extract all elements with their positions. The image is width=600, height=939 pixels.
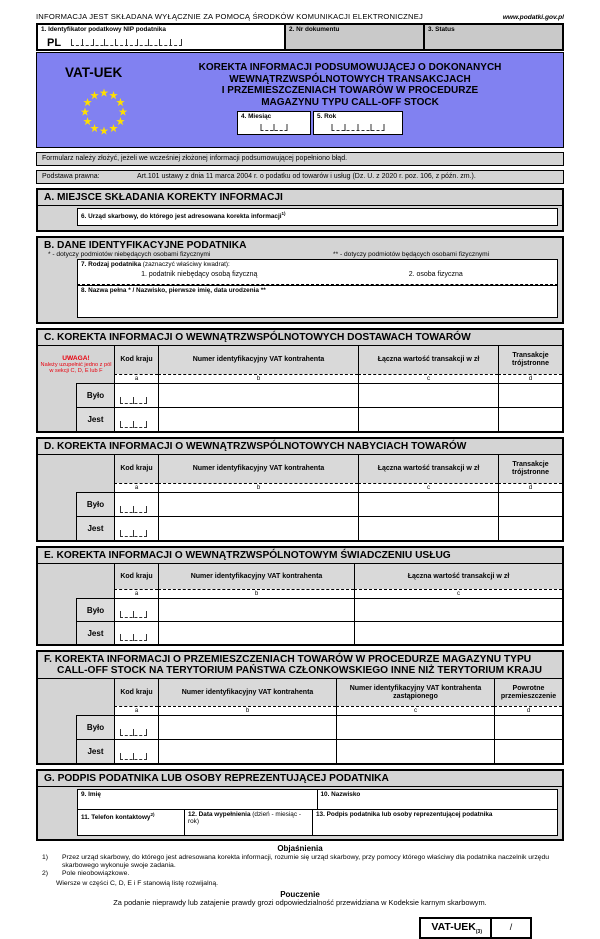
spacer bbox=[38, 516, 76, 540]
col-vat-header: Numer identyfikacyjny VAT kontrahenta bbox=[158, 564, 354, 589]
note-nonphysical: * - dotyczy podmiotów niebędących osobami fizycznymi bbox=[48, 251, 211, 258]
d-is-triangular-input[interactable] bbox=[498, 516, 562, 540]
d-was-value-input[interactable] bbox=[358, 492, 498, 516]
signature-label: 13. Podpis podatnika lub osoby reprezentującej podatnika bbox=[316, 811, 493, 818]
top-line bbox=[36, 12, 564, 21]
col-letter: a bbox=[114, 589, 158, 598]
spacer bbox=[38, 598, 76, 621]
f-was-vat-input[interactable] bbox=[158, 715, 336, 739]
country-comb[interactable] bbox=[120, 753, 147, 760]
section-b-title: B. DANE IDENTYFIKACYJNE PODATNIKA bbox=[38, 238, 562, 251]
section-a-title: A. MIEJSCE SKŁADANIA KOREKTY INFORMACJI bbox=[38, 190, 562, 206]
col-vat-header: Numer identyfikacyjny VAT kontrahenta bbox=[158, 679, 336, 706]
spacer bbox=[38, 492, 76, 516]
e-is-vat-input[interactable] bbox=[158, 621, 354, 644]
section-f-table bbox=[38, 679, 562, 763]
col-vat-header: Numer identyfikacyjny VAT kontrahenta bbox=[158, 455, 358, 483]
country-comb[interactable] bbox=[120, 397, 147, 404]
row-is-label: Jest bbox=[76, 407, 114, 431]
col-letter: d bbox=[498, 374, 562, 383]
website-url: www.podatki.gov.pl bbox=[502, 14, 564, 21]
form-title-line: WEWNĄTRZWSPÓLNOTOWYCH TRANSAKCJACH bbox=[229, 73, 471, 85]
fill-date-label: 12. Data wypełnienia (dzień - miesiąc - rok) bbox=[188, 811, 301, 825]
form-title-line: I PRZEMIESZCZENIACH TOWARÓW W PROCEDURZE bbox=[221, 85, 479, 96]
note-physical: ** - dotyczy podmiotów będących osobami fizycznymi bbox=[333, 251, 490, 258]
year-field[interactable] bbox=[313, 111, 403, 135]
e-is-value-input[interactable] bbox=[354, 621, 562, 644]
d-is-vat-input[interactable] bbox=[158, 516, 358, 540]
c-is-value-input[interactable] bbox=[358, 407, 498, 431]
section-b-notes bbox=[38, 251, 562, 259]
nip-prefix: PL bbox=[47, 37, 62, 49]
warning-note bbox=[38, 346, 114, 383]
col-country-header: Kod kraju bbox=[114, 679, 158, 706]
col-value-header: Łączna wartość transakcji w zł bbox=[354, 564, 562, 589]
section-c bbox=[36, 328, 564, 433]
col-letter: c bbox=[358, 483, 498, 492]
country-comb[interactable] bbox=[120, 530, 147, 537]
signature-field[interactable] bbox=[312, 809, 558, 836]
col-letter: b bbox=[158, 483, 358, 492]
section-a bbox=[36, 188, 564, 232]
country-comb[interactable] bbox=[120, 634, 147, 641]
section-b-body bbox=[38, 259, 562, 322]
month-comb-input[interactable] bbox=[261, 124, 288, 131]
f-is-vat-replaced-input[interactable] bbox=[336, 739, 494, 763]
col-letter: c bbox=[358, 374, 498, 383]
c-is-vat-input[interactable] bbox=[158, 407, 358, 431]
col-letter: c bbox=[336, 706, 494, 715]
month-label: 4. Miesiąc bbox=[241, 113, 272, 120]
e-was-country-input[interactable] bbox=[114, 598, 158, 621]
spacer bbox=[38, 383, 76, 407]
electronic-filing-note: INFORMACJA JEST SKŁADANA WYŁĄCZNIE ZA POMOCĄ ŚRODKÓW KOMUNIKACJI ELEKTRONICZNEJ bbox=[36, 12, 423, 21]
identification-row bbox=[36, 23, 564, 51]
f-was-country-input[interactable] bbox=[114, 715, 158, 739]
legal-basis-label: Podstawa prawna: bbox=[42, 173, 100, 180]
signature-row-1 bbox=[77, 789, 558, 810]
c-was-value-input[interactable] bbox=[358, 383, 498, 407]
c-was-triangular-input[interactable] bbox=[498, 383, 562, 407]
filing-note-bar: Formularz należy złożyć, jeżeli we wcześniej złożonej informacji podsumowującej popełniono błąd. bbox=[36, 152, 564, 166]
col-country-header: Kod kraju bbox=[114, 564, 158, 589]
row-is-label: Jest bbox=[76, 516, 114, 540]
row-was-label: Było bbox=[76, 715, 114, 739]
spacer bbox=[38, 739, 76, 763]
footnote-1 bbox=[36, 854, 564, 870]
row-is-label: Jest bbox=[76, 621, 114, 644]
col-value-header: Łączna wartość transakcji w zł bbox=[358, 346, 498, 374]
form-page-number: / bbox=[490, 919, 530, 937]
col-return-header: Powrotne przemieszczenie bbox=[494, 679, 562, 706]
footnote-1-text: Przez urząd skarbowy, do którego jest adresowana korekta informacji, rozumie się urząd skarbowy, przy pomocy którego właściwy dla podatnika naczelnik urzędu skarbowego wykonuje swoje zadania. bbox=[62, 854, 550, 869]
c-was-vat-input[interactable] bbox=[158, 383, 358, 407]
col-letter: b bbox=[158, 589, 354, 598]
nip-label: 1. Identyfikator podatkowy NIP podatnika bbox=[41, 26, 166, 33]
option-nonphysical[interactable]: 1. podatnik niebędący osobą fizyczną bbox=[141, 271, 258, 278]
col-letter: a bbox=[114, 374, 158, 383]
legal-basis-text: Art.101 ustawy z dnia 11 marca 2004 r. o podatku od towarów i usług (Dz. U. z 2020 r. poz. 106, z późn. zm.). bbox=[137, 173, 476, 180]
spacer bbox=[38, 407, 76, 431]
year-label: 5. Rok bbox=[317, 113, 337, 120]
nip-field[interactable] bbox=[36, 23, 286, 51]
f-is-country-input[interactable] bbox=[114, 739, 158, 763]
status-label: 3. Status bbox=[428, 26, 455, 33]
col-triangular-header: Transakcje trójstronne bbox=[498, 455, 562, 483]
section-e-title: E. KOREKTA INFORMACJI O WEWNĄTRZWSPÓLNOTOWYM ŚWIADCZENIU USŁUG bbox=[38, 548, 562, 564]
form-title-line: KOREKTA INFORMACJI PODSUMOWUJĄCEJ O DOKONANYCH bbox=[198, 62, 502, 73]
warning-title: UWAGA! bbox=[62, 354, 90, 362]
country-comb[interactable] bbox=[120, 611, 147, 618]
col-letter: b bbox=[158, 374, 358, 383]
spacer bbox=[38, 621, 76, 644]
footnote-1-number: 1) bbox=[42, 854, 49, 861]
spacer bbox=[38, 715, 76, 739]
tax-office-label: 6. Urząd skarbowy, do którego jest adresowana korekta informacji$^{1)}$ bbox=[81, 211, 286, 221]
c-is-country-input[interactable] bbox=[114, 407, 158, 431]
caution-text: Za podanie nieprawdy lub zatajenie prawdy grozi odpowiedzialność przewidziana w Kodeksie karnym skarbowym. bbox=[113, 898, 487, 907]
status-field bbox=[423, 23, 564, 51]
signature-row-2 bbox=[77, 809, 558, 836]
form-title-line: MAGAZYNU TYPU CALL-OFF STOCK bbox=[261, 96, 439, 108]
spacer bbox=[38, 564, 114, 598]
last-name-label: 10. Nazwisko bbox=[320, 791, 361, 798]
col-vat-replaced-header: Numer identyfikacyjny VAT kontrahenta zastąpionego bbox=[336, 679, 494, 706]
section-f-title: F. KOREKTA INFORMACJI O PRZEMIESZCZENIACH TOWARÓW W PROCEDURZE MAGAZYNU TYPU CALL-OFF STOCK NA TERYTORIUM PAŃSTWA CZŁONKOWSKIEGO INNE NIŻ TERYTORIUM KRAJU bbox=[38, 652, 562, 679]
f-was-vat-replaced-input[interactable] bbox=[336, 715, 494, 739]
phone-field[interactable] bbox=[77, 809, 185, 836]
first-name-label: 9. Imię bbox=[81, 791, 101, 798]
explanations-title: Objaśnienia bbox=[277, 844, 323, 853]
col-letter: d bbox=[498, 483, 562, 492]
expandable-rows-note: Wiersze w części C, D, E i F stanowią listę rozwijalną. bbox=[56, 880, 219, 887]
section-b bbox=[36, 236, 564, 324]
section-g bbox=[36, 769, 564, 841]
f-is-vat-input[interactable] bbox=[158, 739, 336, 763]
row-is-label: Jest bbox=[76, 739, 114, 763]
section-a-body bbox=[38, 206, 562, 230]
section-e-table bbox=[38, 564, 562, 644]
tax-office-field[interactable] bbox=[77, 208, 558, 226]
c-was-country-input[interactable] bbox=[114, 383, 158, 407]
country-comb[interactable] bbox=[120, 421, 147, 428]
f-is-return-input[interactable] bbox=[494, 739, 562, 763]
row-was-label: Było bbox=[76, 598, 114, 621]
col-triangular-header: Transakcje trójstronne bbox=[498, 346, 562, 374]
section-d bbox=[36, 437, 564, 542]
col-letter: b bbox=[158, 706, 336, 715]
phone-label: 11. Telefon kontaktowy$^{2)}$ bbox=[81, 812, 155, 822]
country-comb[interactable] bbox=[120, 729, 147, 736]
section-g-title: G. PODPIS PODATNIKA LUB OSOBY REPREZENTUJĄCEJ PODATNIKA bbox=[38, 771, 562, 787]
form-version-stamp bbox=[419, 917, 532, 939]
month-field[interactable] bbox=[237, 111, 311, 135]
form-version-code: VAT-$UEK_{(3)}$ bbox=[431, 921, 482, 936]
section-c-table bbox=[38, 346, 562, 431]
year-comb-input[interactable] bbox=[332, 124, 385, 131]
f-was-return-input[interactable] bbox=[494, 715, 562, 739]
section-c-title: C. KOREKTA INFORMACJI O WEWNĄTRZWSPÓLNOTOWYCH DOSTAWACH TOWARÓW bbox=[38, 330, 562, 346]
form-code: VAT-UEK bbox=[65, 65, 123, 80]
d-was-country-input[interactable] bbox=[114, 492, 158, 516]
footnote-2-text: Pole nieobowiązkowe. bbox=[62, 870, 130, 877]
taxpayer-type-field bbox=[77, 259, 558, 285]
c-is-triangular-input[interactable] bbox=[498, 407, 562, 431]
row-was-label: Było bbox=[76, 383, 114, 407]
row-was-label: Było bbox=[76, 492, 114, 516]
option-physical[interactable]: 2. osoba fizyczna bbox=[408, 271, 463, 278]
col-letter: c bbox=[354, 589, 562, 598]
first-name-field[interactable] bbox=[77, 789, 318, 810]
spacer bbox=[38, 679, 114, 715]
d-was-triangular-input[interactable] bbox=[498, 492, 562, 516]
full-name-label: 8. Nazwa pełna * / Nazwisko, pierwsze imię, data urodzenia ** bbox=[81, 287, 266, 294]
d-is-country-input[interactable] bbox=[114, 516, 158, 540]
form-header bbox=[36, 52, 564, 148]
last-name-field[interactable] bbox=[317, 789, 559, 810]
section-g-body bbox=[38, 787, 562, 839]
col-letter: a bbox=[114, 706, 158, 715]
full-name-field[interactable] bbox=[77, 285, 558, 318]
country-comb[interactable] bbox=[120, 506, 147, 513]
col-value-header: Łączna wartość transakcji w zł bbox=[358, 455, 498, 483]
legal-basis-bar bbox=[36, 170, 564, 184]
section-f bbox=[36, 650, 564, 765]
col-country-header: Kod kraju bbox=[114, 455, 158, 483]
taxpayer-type-options bbox=[81, 271, 554, 278]
d-is-value-input[interactable] bbox=[358, 516, 498, 540]
footer bbox=[36, 845, 564, 907]
spacer bbox=[38, 455, 114, 492]
caution-title: Pouczenie bbox=[280, 890, 320, 899]
footnote-2-number: 2) bbox=[42, 870, 49, 877]
fill-date-field[interactable] bbox=[184, 809, 313, 836]
section-d-title: D. KOREKTA INFORMACJI O WEWNĄTRZWSPÓLNOTOWYCH NABYCIACH TOWARÓW bbox=[38, 439, 562, 455]
col-vat-header: Numer identyfikacyjny VAT kontrahenta bbox=[158, 346, 358, 374]
e-is-country-input[interactable] bbox=[114, 621, 158, 644]
taxpayer-type-label: 7. Rodzaj podatnika (zaznaczyć właściwy kwadrat): bbox=[81, 261, 230, 268]
col-letter: d bbox=[494, 706, 562, 715]
warning-text: Należy uzupełnić jedno z pól w sekcji C, D, E lub F bbox=[40, 361, 112, 374]
eu-stars-icon bbox=[79, 87, 129, 142]
document-number-field bbox=[284, 23, 425, 51]
section-e bbox=[36, 546, 564, 646]
nip-comb-input[interactable] bbox=[71, 39, 182, 46]
col-country-header: Kod kraju bbox=[114, 346, 158, 374]
e-was-value-input[interactable] bbox=[354, 598, 562, 621]
document-number-label: 2. Nr dokumentu bbox=[289, 26, 340, 33]
col-letter: a bbox=[114, 483, 158, 492]
footnote-2 bbox=[36, 870, 564, 878]
d-was-vat-input[interactable] bbox=[158, 492, 358, 516]
e-was-vat-input[interactable] bbox=[158, 598, 354, 621]
section-d-table bbox=[38, 455, 562, 540]
